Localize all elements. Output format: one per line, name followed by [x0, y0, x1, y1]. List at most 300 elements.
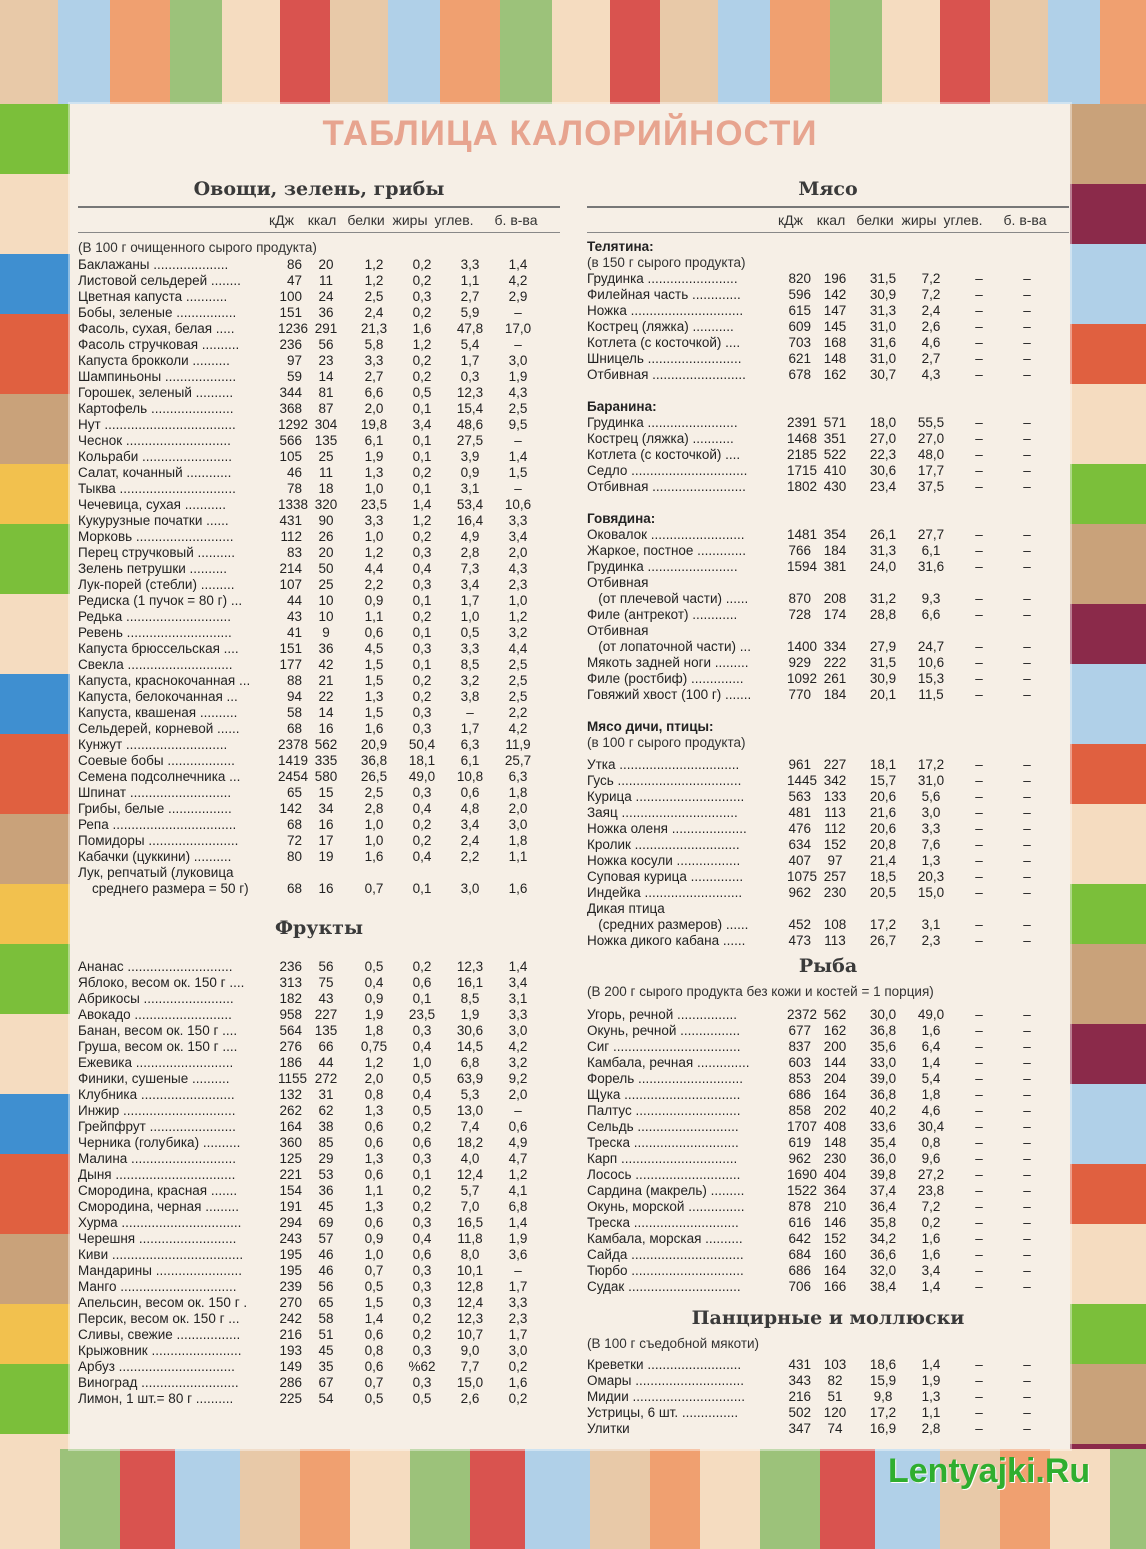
item-name: Палтус ............................	[587, 1103, 741, 1118]
table-row	[587, 1007, 1069, 1023]
item-name: Малина ............................	[78, 1151, 237, 1166]
item-value: –	[1023, 1373, 1031, 1388]
item-value: 0,8	[364, 1343, 384, 1358]
item-value: 7,6	[921, 837, 941, 852]
col-fat: жиры	[392, 212, 428, 228]
item-value: 0,7	[364, 1375, 384, 1390]
item-value: 97	[827, 853, 843, 868]
item-value: 0,5	[412, 385, 432, 400]
item-name: Хурма ................................	[78, 1215, 242, 1230]
item-value: –	[1023, 527, 1031, 542]
item-value: 20	[318, 545, 334, 560]
vegetables-table-header	[78, 210, 560, 230]
table-row	[587, 1405, 1069, 1421]
item-value: 9	[322, 625, 330, 640]
item-value: –	[975, 655, 983, 670]
item-value: 164	[823, 1087, 847, 1102]
table-row	[78, 817, 560, 833]
col-kj: кДж	[778, 212, 803, 228]
item-name: Ежевика ..........................	[78, 1055, 234, 1070]
item-value: 16,4	[456, 513, 484, 528]
item-value: 3,2	[508, 625, 528, 640]
item-name: Соевые бобы ..................	[78, 753, 235, 768]
item-value: 24,0	[869, 559, 897, 574]
item-value: 10,1	[456, 1263, 484, 1278]
item-value: 1,7	[460, 593, 480, 608]
item-value: –	[975, 1279, 983, 1294]
item-value: –	[975, 933, 983, 948]
item-kj: 407	[788, 853, 811, 868]
table-row	[587, 1183, 1069, 1199]
table-row	[78, 609, 560, 625]
vegetables-rows	[78, 257, 560, 865]
item-value: –	[975, 1151, 983, 1166]
item-kj: 236	[279, 337, 302, 352]
item-value: 184	[823, 687, 847, 702]
table-row	[587, 1039, 1069, 1055]
item-value: 162	[823, 367, 847, 382]
table-row	[587, 655, 1069, 671]
item-name: Финики, сушеные ..........	[78, 1071, 230, 1086]
item-value: 0,6	[364, 1119, 384, 1134]
item-value: 3,4	[508, 975, 528, 990]
item-name: Сардина (макрель) .........	[587, 1183, 745, 1198]
item-value: 3,1	[460, 481, 480, 496]
table-row	[78, 991, 560, 1007]
item-value: 17	[318, 833, 334, 848]
item-value: –	[1023, 1007, 1031, 1022]
item-value: 0,8	[921, 1135, 941, 1150]
item-value: 1,8	[508, 833, 528, 848]
item-value: 0,4	[412, 561, 432, 576]
item-value: 4,9	[508, 1135, 528, 1150]
item-kj: 58	[286, 705, 302, 720]
item-value: 23	[318, 353, 334, 368]
item-value: –	[514, 1103, 522, 1118]
table-row	[587, 1247, 1069, 1263]
table-row	[587, 431, 1069, 447]
item-kj: 80	[286, 849, 302, 864]
divider	[587, 232, 1069, 233]
item-value: 1,0	[460, 609, 480, 624]
item-value: 65	[318, 1295, 334, 1310]
item-kj: 566	[279, 433, 302, 448]
item-name: Грудинка ........................	[587, 559, 738, 574]
item-value: –	[975, 1167, 983, 1182]
item-name: Смородина, красная .......	[78, 1183, 238, 1198]
item-kj: 564	[279, 1023, 302, 1038]
item-kj: 68	[286, 721, 302, 736]
table-row	[78, 1183, 560, 1199]
item-value: 1,1	[364, 609, 384, 624]
item-kj: 243	[279, 1231, 302, 1246]
item-value: –	[975, 885, 983, 900]
item-value: 230	[823, 885, 847, 900]
item-value: 0,4	[412, 849, 432, 864]
item-kj: 151	[279, 641, 302, 656]
item-value: –	[975, 1373, 983, 1388]
item-kj: 878	[788, 1199, 811, 1214]
item-value: 335	[314, 753, 338, 768]
table-row	[587, 837, 1069, 853]
item-value: 113	[824, 805, 846, 820]
item-value: 3,4	[508, 529, 528, 544]
item-value: –	[975, 559, 983, 574]
item-kj: 242	[279, 1311, 302, 1326]
calorie-table-panel	[70, 104, 1070, 1449]
item-name: Черника (голубика) ..........	[78, 1135, 241, 1150]
item-value: 4,8	[460, 801, 480, 816]
item-name: Картофель ......................	[78, 401, 234, 416]
item-value: 2,5	[508, 657, 528, 672]
item-value: 3,3	[364, 353, 384, 368]
item-name: Нут ...................................	[78, 417, 236, 432]
item-name: Листовой сельдерей ........	[78, 273, 241, 288]
item-value: 29	[318, 1151, 334, 1166]
item-value: 148	[823, 1135, 847, 1150]
item-value: 0,3	[412, 289, 432, 304]
item-value: 12,3	[456, 959, 484, 974]
item-kj: 270	[279, 1295, 302, 1310]
item-value: –	[1023, 335, 1031, 350]
item-value: 0,7	[364, 1263, 384, 1278]
table-row	[587, 1103, 1069, 1119]
item-name: Кунжут ...........................	[78, 737, 228, 752]
item-value: –	[975, 1263, 983, 1278]
item-value: 23,8	[917, 1183, 945, 1198]
item-name: Треска ............................	[587, 1135, 739, 1150]
item-value: 15	[318, 785, 334, 800]
item-name: Киви ...................................	[78, 1247, 244, 1262]
item-value: 66	[318, 1039, 334, 1054]
item-kj: 2454	[278, 769, 309, 784]
item-kj: 262	[279, 1103, 302, 1118]
item-value: 9,2	[508, 1071, 528, 1086]
item-value: 0,2	[412, 529, 432, 544]
table-row	[78, 1279, 560, 1295]
item-value: 16,1	[456, 975, 484, 990]
item-value: 85	[318, 1135, 334, 1150]
game-group: Мясо дичи, птицы:	[587, 719, 714, 734]
item-value: 20,5	[869, 885, 897, 900]
table-row	[78, 1327, 560, 1343]
item-value: 0,2	[412, 689, 432, 704]
item-name: Суповая курица ..............	[587, 869, 744, 884]
item-value: –	[975, 1007, 983, 1022]
item-value: –	[1023, 319, 1031, 334]
item-value: 1,1	[508, 849, 528, 864]
item-value: 0,3	[412, 577, 432, 592]
item-value: 571	[823, 415, 847, 430]
item-value: 49,0	[917, 1007, 945, 1022]
item-value: 0,5	[412, 1071, 432, 1086]
table-row	[587, 303, 1069, 319]
table-row	[78, 975, 560, 991]
table-row	[78, 1263, 560, 1279]
item-kj: 2372	[787, 1007, 818, 1022]
item-value: 1,4	[921, 1279, 941, 1294]
item-value: 4,7	[508, 1151, 528, 1166]
item-value: –	[1023, 1215, 1031, 1230]
item-name: Морковь ..........................	[78, 529, 234, 544]
item-name: Ножка дикого кабана ......	[587, 933, 746, 948]
shellfish-note: (В 100 г съедобной мякоти)	[587, 1336, 760, 1351]
item-name: Котлета (с косточкой) ....	[587, 335, 741, 350]
lamb-rows	[587, 415, 1069, 495]
item-value: 30,6	[869, 463, 897, 478]
item-value: 0,5	[364, 1391, 384, 1406]
item-value: 9,5	[508, 417, 528, 432]
item-value: 81	[318, 385, 334, 400]
item-name: Курица .............................	[587, 789, 745, 804]
item-value: –	[975, 837, 983, 852]
item-value: 2,5	[508, 689, 528, 704]
item-value: –	[975, 1071, 983, 1086]
item-name: Ананас ............................	[78, 959, 233, 974]
item-value: 3,2	[460, 673, 480, 688]
table-row	[587, 687, 1069, 703]
item-value: –	[1023, 917, 1031, 932]
item-value: 0,2	[412, 673, 432, 688]
item-value: 113	[824, 933, 846, 948]
item-name: Виноград ..........................	[78, 1375, 239, 1390]
table-row	[587, 447, 1069, 463]
item-name: Капуста, белокочанная ...	[78, 689, 238, 704]
item-value: 342	[823, 773, 847, 788]
item-value: –	[975, 607, 983, 622]
veal-rows	[587, 271, 1069, 383]
item-value: 32,0	[869, 1263, 897, 1278]
item-value: 56	[318, 1279, 334, 1294]
item-value: 34	[318, 801, 334, 816]
item-value: 18,0	[869, 415, 897, 430]
item-value: –	[1023, 1247, 1031, 1262]
table-row	[78, 273, 560, 289]
item-value: –	[975, 687, 983, 702]
item-value: 4,2	[508, 1039, 528, 1054]
item-value: 18,1	[869, 757, 897, 772]
item-value: –	[1023, 639, 1031, 654]
item-value: 28,8	[869, 607, 897, 622]
item-value: 2,4	[921, 303, 941, 318]
item-kj: 86	[286, 257, 302, 272]
item-value: 6,1	[460, 753, 480, 768]
item-name: Котлета (с косточкой) ....	[587, 447, 741, 462]
item-value: 35	[318, 1359, 334, 1374]
item-kj: 706	[788, 1279, 811, 1294]
item-kj: 214	[279, 561, 302, 576]
table-row	[587, 1023, 1069, 1039]
item-name: Инжир ..............................	[78, 1103, 236, 1118]
item-kj: 962	[788, 885, 811, 900]
item-value: –	[1023, 351, 1031, 366]
item-value: 0,5	[412, 1391, 432, 1406]
item-value: 27,9	[869, 639, 897, 654]
item-name: Капуста, квашеная ..........	[78, 705, 238, 720]
item-kj: 1236	[278, 321, 309, 336]
item-value: –	[975, 869, 983, 884]
table-row	[587, 1087, 1069, 1103]
item-value: –	[975, 1199, 983, 1214]
item-name: Шпинат ...........................	[78, 785, 232, 800]
item-value: 334	[823, 639, 847, 654]
item-name: Лимон, 1 шт.= 80 г ..........	[78, 1391, 234, 1406]
item-value: –	[975, 1357, 983, 1372]
item-value: 43	[318, 991, 334, 1006]
item-kj: 1690	[787, 1167, 818, 1182]
item-name: Кострец (ляжка) ...........	[587, 431, 734, 446]
item-value: 6,1	[364, 433, 384, 448]
item-value: %62	[408, 1359, 436, 1374]
item-name: Судак ..............................	[587, 1279, 741, 1294]
item-value: 0,3	[412, 785, 432, 800]
item-value: 1,3	[921, 1389, 941, 1404]
item-value: 10	[318, 593, 334, 608]
item-value: 46	[318, 1263, 334, 1278]
item-value: 1,7	[460, 353, 480, 368]
item-value: 7,2	[921, 287, 941, 302]
item-name: Лук-порей (стебли) .........	[78, 577, 235, 592]
item-kj: 1400	[787, 639, 818, 654]
table-row	[78, 417, 560, 433]
item-value: 562	[314, 737, 338, 752]
item-value: –	[1023, 1279, 1031, 1294]
item-kj: 68	[286, 881, 302, 896]
item-kj: 703	[788, 335, 811, 350]
item-name: Горошек, зеленый ..........	[78, 385, 234, 400]
item-value: 160	[823, 1247, 847, 1262]
item-value: 31,0	[869, 351, 897, 366]
item-value: 227	[823, 757, 847, 772]
item-value: 410	[823, 463, 847, 478]
item-name: Отбивная	[587, 623, 649, 638]
item-value: –	[975, 1087, 983, 1102]
item-value: 522	[823, 447, 847, 462]
table-row	[587, 367, 1069, 383]
item-value: 1,5	[364, 1295, 384, 1310]
item-value: 53,4	[456, 497, 484, 512]
item-value: 208	[823, 591, 847, 606]
item-kj: 68	[286, 817, 302, 832]
item-kj: 476	[788, 821, 811, 836]
item-value: –	[1023, 757, 1031, 772]
item-value: 1,4	[508, 959, 528, 974]
item-value: –	[514, 481, 522, 496]
item-value: 31,5	[869, 271, 897, 286]
item-name: Авокадо ..........................	[78, 1007, 232, 1022]
item-value: 0,6	[460, 785, 480, 800]
item-value: 3,0	[508, 353, 528, 368]
item-value: 1,7	[508, 1327, 528, 1342]
item-value: –	[975, 303, 983, 318]
item-value: 146	[823, 1215, 847, 1230]
item-value: 1,4	[508, 1215, 528, 1230]
item-name: Чеснок ............................	[78, 433, 231, 448]
table-row	[587, 805, 1069, 821]
item-value: 2,0	[508, 545, 528, 560]
item-value: 1,0	[412, 1055, 432, 1070]
table-row	[78, 1247, 560, 1263]
item-value: –	[514, 433, 522, 448]
item-name: Банан, весом ок. 150 г ....	[78, 1023, 238, 1038]
item-value: –	[975, 1215, 983, 1230]
item-value: 3,0	[508, 1023, 528, 1038]
table-row	[78, 465, 560, 481]
table-row	[587, 901, 1069, 917]
item-name: (от плечевой части) ......	[587, 591, 749, 606]
item-value: 1,2	[412, 513, 432, 528]
table-row	[587, 287, 1069, 303]
item-value: –	[1023, 1135, 1031, 1150]
item-kj: 78	[286, 481, 302, 496]
item-value: 147	[823, 303, 847, 318]
item-value: 31	[318, 1087, 334, 1102]
item-value: 2,0	[364, 401, 384, 416]
table-row	[78, 497, 560, 513]
item-value: 0,1	[412, 449, 432, 464]
item-value: –	[975, 773, 983, 788]
item-value: –	[975, 543, 983, 558]
item-value: –	[466, 705, 474, 720]
veal-note: (в 150 г сырого продукта)	[587, 255, 746, 270]
item-value: 351	[823, 431, 847, 446]
item-value: 148	[823, 351, 847, 366]
item-value: 0,5	[364, 959, 384, 974]
item-name: Ножка ..............................	[587, 303, 744, 318]
item-value: 1,4	[508, 257, 528, 272]
item-value: 2,2	[508, 705, 528, 720]
item-value: –	[975, 463, 983, 478]
item-value: 35,8	[869, 1215, 897, 1230]
item-name: Гусь .................................	[587, 773, 742, 788]
item-value: 27,7	[917, 527, 945, 542]
item-value: 7,7	[460, 1359, 480, 1374]
item-value: 0,2	[412, 465, 432, 480]
item-value: 166	[823, 1279, 847, 1294]
item-kj: 221	[279, 1167, 302, 1182]
item-kj: 112	[280, 529, 302, 544]
table-row	[587, 591, 1069, 607]
item-value: 45	[318, 1343, 334, 1358]
item-value: 3,6	[508, 1247, 528, 1262]
col-protein: белки	[347, 212, 385, 228]
table-row	[78, 1119, 560, 1135]
item-value: 1,4	[364, 1311, 384, 1326]
item-value: 1,7	[460, 721, 480, 736]
item-value: –	[975, 335, 983, 350]
item-value: 2,3	[921, 933, 941, 948]
item-value: –	[1023, 853, 1031, 868]
item-value: 38,4	[869, 1279, 897, 1294]
item-value: 0,2	[412, 1327, 432, 1342]
item-value: 42	[318, 657, 334, 672]
item-value: –	[1023, 543, 1031, 558]
item-value: 15,0	[917, 885, 945, 900]
item-value: 1,2	[364, 1055, 384, 1070]
item-value: 0,3	[460, 369, 480, 384]
item-value: 1,9	[508, 369, 528, 384]
item-value: 5,7	[460, 1183, 480, 1198]
game-rows	[587, 757, 1069, 901]
table-row	[78, 1311, 560, 1327]
item-name: Чечевица, сухая ...........	[78, 497, 226, 512]
item-value: 34,2	[869, 1231, 897, 1246]
item-name: Седло ...............................	[587, 463, 748, 478]
item-kj: 1419	[278, 753, 309, 768]
item-kj: 142	[279, 801, 302, 816]
item-kj: 294	[279, 1215, 302, 1230]
item-kj: 728	[788, 607, 811, 622]
